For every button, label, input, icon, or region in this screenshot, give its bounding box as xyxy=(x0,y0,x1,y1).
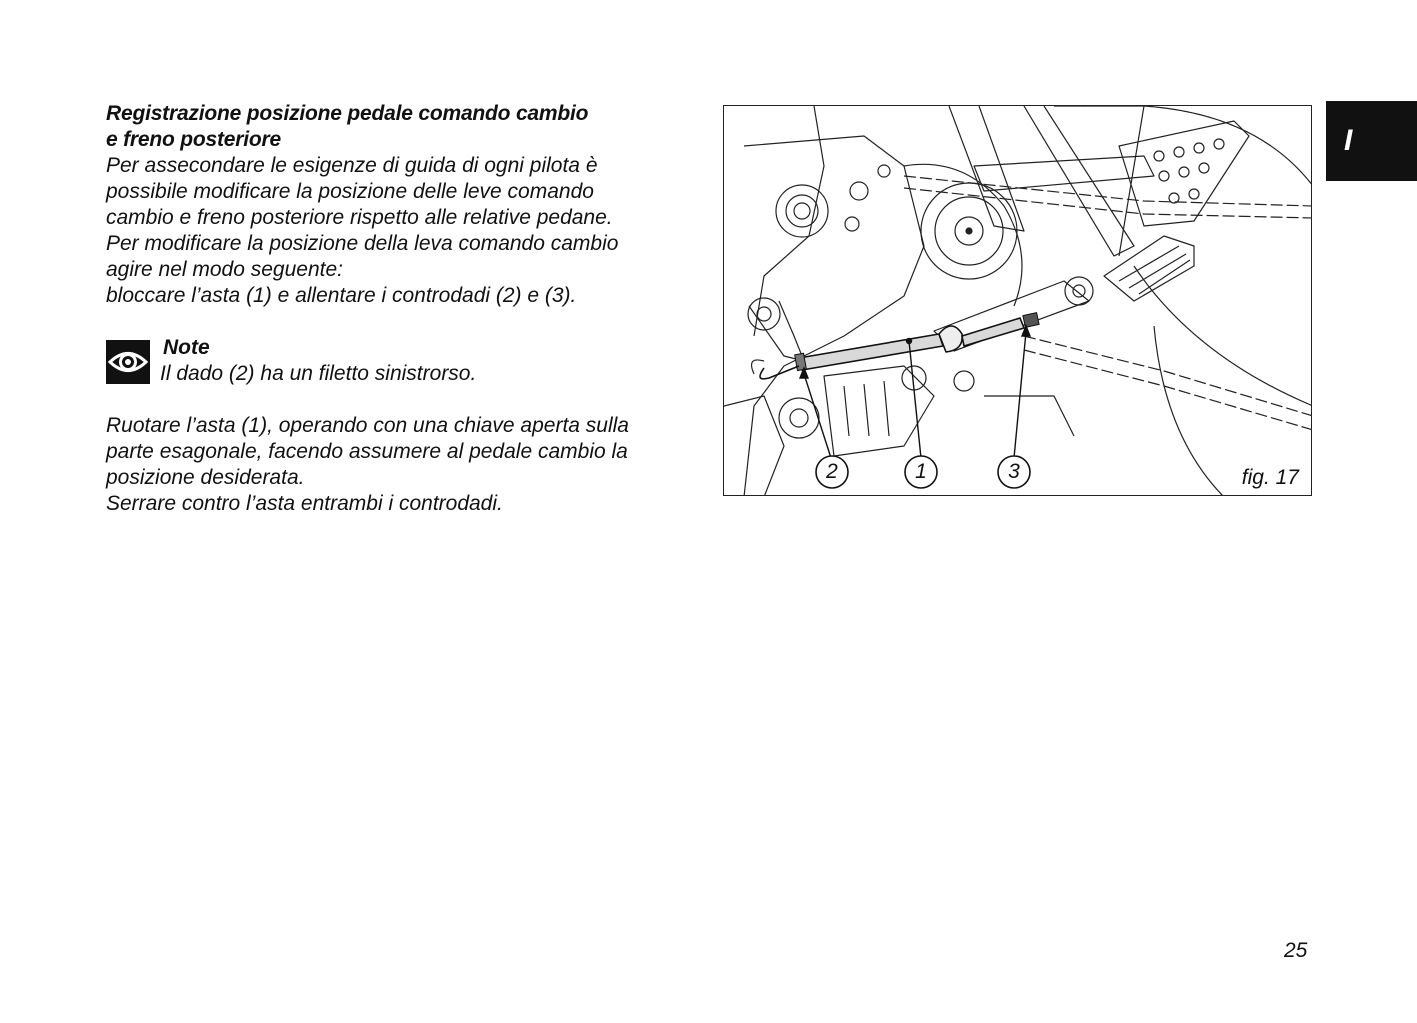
note-title: Note xyxy=(163,336,210,359)
callout-label-2: 2 xyxy=(826,460,838,483)
callout-label-3: 3 xyxy=(1008,460,1020,483)
paragraph-1 xyxy=(106,153,706,309)
paragraph-2-line: Serrare contro l’asta entrambi i controdadi. xyxy=(106,492,503,515)
page-number: 25 xyxy=(1284,939,1308,962)
section-heading xyxy=(106,101,706,153)
paragraph-1-line: Per modificare la posizione della leva comando cambio xyxy=(106,232,619,255)
paragraph-2-line: parte esagonale, facendo assumere al pedale cambio la xyxy=(106,440,628,463)
paragraph-1-line: Per assecondare le esigenze di guida di ogni pilota è xyxy=(106,154,598,177)
note-text: Il dado (2) ha un filetto sinistrorso. xyxy=(160,362,477,385)
heading-line-2: e freno posteriore xyxy=(106,128,281,151)
eye-icon xyxy=(106,340,150,384)
paragraph-2-line: posizione desiderata. xyxy=(106,466,305,489)
paragraph-2-line: Ruotare l’asta (1), operando con una chiave aperta sulla xyxy=(106,414,629,437)
figure-gear-pedal xyxy=(723,105,1312,496)
paragraph-1-line: cambio e freno posteriore rispetto alle relative pedane. xyxy=(106,206,613,229)
paragraph-1-line: agire nel modo seguente: xyxy=(106,258,343,281)
language-tab: I xyxy=(1326,101,1417,181)
text-column xyxy=(106,101,706,517)
paragraph-1-line: possibile modificare la posizione delle leve comando xyxy=(106,180,594,203)
gear-pedal-illustration xyxy=(724,106,1312,496)
paragraph-1-line: bloccare l’asta (1) e allentare i controdadi (2) e (3). xyxy=(106,284,577,307)
figure-caption: fig. 17 xyxy=(1238,465,1299,491)
callout-label-1: 1 xyxy=(915,460,927,483)
note-block xyxy=(106,335,706,387)
paragraph-2 xyxy=(106,413,706,517)
heading-line-1: Registrazione posizione pedale comando cambio xyxy=(106,102,589,125)
